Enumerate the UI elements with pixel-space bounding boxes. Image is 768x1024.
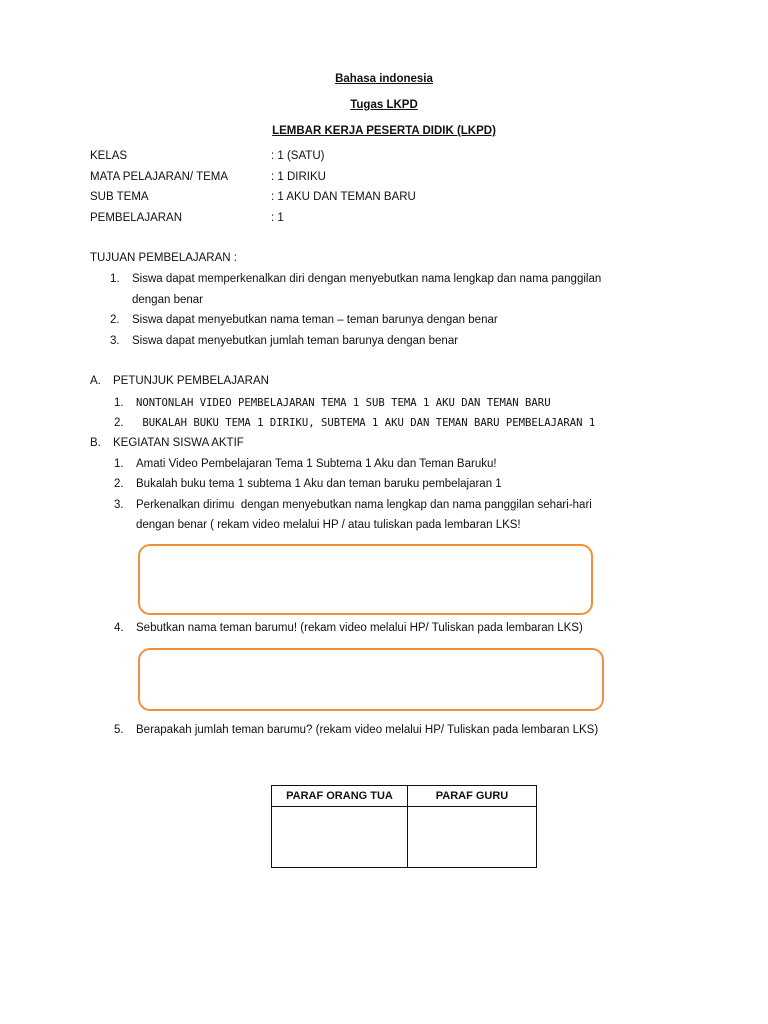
objective-text-2: Siswa dapat menyebutkan nama teman – teman barunya dengan benar (132, 314, 498, 326)
assignment-title: Tugas LKPD (350, 99, 418, 111)
objective-num-1: 1. (110, 273, 120, 285)
parent-signature-cell[interactable] (272, 807, 408, 868)
section-b-text-3: Perkenalkan dirimu dengan menyebutkan nama lengkap dan nama panggilan sehari-hari (136, 499, 592, 511)
section-b-text-3-cont: dengan benar ( rekam video melalui HP / atau tuliskan pada lembaran LKS! (136, 519, 521, 531)
info-label-mapel: MATA PELAJARAN/ TEMA (90, 171, 229, 183)
signature-table (271, 785, 537, 868)
section-a-num-2: 2. (114, 417, 124, 429)
info-label-subtema: SUB TEMA (90, 191, 149, 203)
answer-box-friend-names[interactable] (138, 648, 604, 711)
section-b-text-4: Sebutkan nama teman barumu! (rekam video melalui HP/ Tuliskan pada lembaran LKS) (136, 622, 583, 634)
answer-box-introduction[interactable] (138, 544, 593, 615)
sheet-title: LEMBAR KERJA PESERTA DIDIK (LKPD) (272, 125, 496, 137)
objective-text-1-cont: dengan benar (132, 294, 203, 306)
objective-num-2: 2. (110, 314, 120, 326)
info-label-pembelajaran: PEMBELAJARAN (90, 212, 183, 224)
section-b-num-1: 1. (114, 458, 124, 470)
section-a-num-1: 1. (114, 397, 124, 409)
info-value-mapel: : 1 DIRIKU (271, 171, 326, 183)
teacher-signature-cell[interactable] (408, 807, 537, 868)
section-b-num-5: 5. (114, 724, 124, 736)
subject-title: Bahasa indonesia (335, 73, 433, 85)
info-label-kelas: KELAS (90, 150, 128, 162)
section-b-letter: B. (90, 437, 101, 449)
info-value-pembelajaran: : 1 (271, 212, 284, 224)
objective-num-3: 3. (110, 335, 120, 347)
section-b-heading: KEGIATAN SISWA AKTIF (113, 437, 244, 449)
objectives-heading: TUJUAN PEMBELAJARAN : (90, 252, 237, 264)
section-b-num-2: 2. (114, 478, 124, 490)
section-a-text-2: BUKALAH BUKU TEMA 1 DIRIKU, SUBTEMA 1 AKU DAN TEMAN BARU PEMBELAJARAN 1 (136, 417, 596, 429)
section-a-letter: A. (90, 375, 101, 387)
section-b-num-4: 4. (114, 622, 124, 634)
header-teacher-signature: PARAF GURU (408, 786, 537, 807)
info-value-subtema: : 1 AKU DAN TEMAN BARU (271, 191, 416, 203)
objective-text-3: Siswa dapat menyebutkan jumlah teman barunya dengan benar (132, 335, 459, 347)
header-parent-signature: PARAF ORANG TUA (272, 786, 408, 807)
info-value-kelas: : 1 (SATU) (271, 150, 325, 162)
objective-text-1: Siswa dapat memperkenalkan diri dengan menyebutkan nama lengkap dan nama panggilan (132, 273, 602, 285)
section-b-text-2: Bukalah buku tema 1 subtema 1 Aku dan teman baruku pembelajaran 1 (136, 478, 502, 490)
section-b-text-1: Amati Video Pembelajaran Tema 1 Subtema 1 Aku dan Teman Baruku! (136, 458, 497, 470)
section-a-heading: PETUNJUK PEMBELAJARAN (113, 375, 269, 387)
section-b-num-3: 3. (114, 499, 124, 511)
section-b-text-5: Berapakah jumlah teman barumu? (rekam video melalui HP/ Tuliskan pada lembaran LKS) (136, 724, 599, 736)
section-a-text-1: NONTONLAH VIDEO PEMBELAJARAN TEMA 1 SUB TEMA 1 AKU DAN TEMAN BARU (136, 397, 551, 409)
